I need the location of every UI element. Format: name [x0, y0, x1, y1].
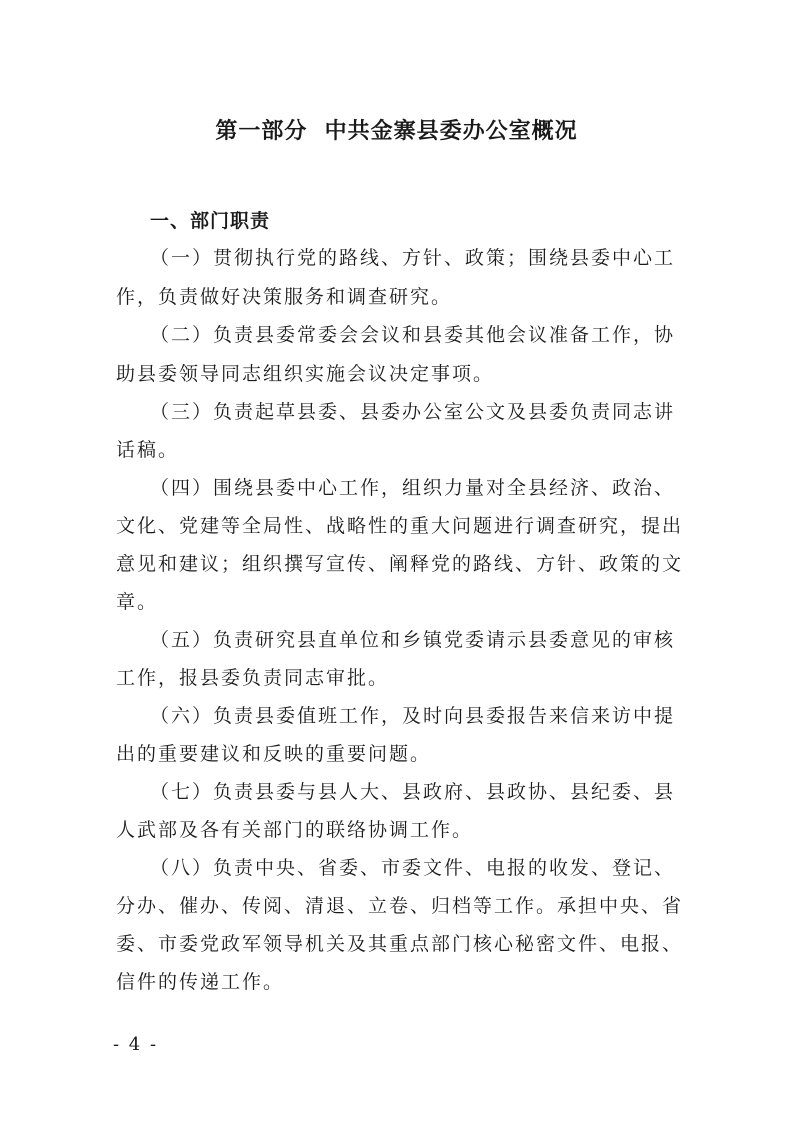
- paragraph-1-line-1: （一）贯彻执行党的路线、方针、政策；围绕县委中心工: [150, 247, 676, 269]
- paragraph-8-line-1: （八）负责中央、省委、市委文件、电报的收发、登记、: [150, 857, 676, 879]
- paragraph-5-line-2: 工作，报县委负责同志审批。: [116, 667, 390, 689]
- paragraph-6-line-1: （六）负责县委值班工作，及时向县委报告来信来访中提: [150, 705, 676, 727]
- paragraph-6-line-2: 出的重要建议和反映的重要问题。: [116, 743, 432, 765]
- paragraph-8-line-3: 委、市委党政军领导机关及其重点部门核心秘密文件、电报、: [116, 933, 684, 955]
- paragraph-4-line-1: （四）围绕县委中心工作，组织力量对全县经济、政治、: [150, 477, 676, 499]
- paragraph-2-line-2: 助县委领导同志组织实施会议决定事项。: [116, 363, 495, 385]
- paragraph-8-line-4: 信件的传递工作。: [116, 971, 285, 993]
- paragraph-3-line-2: 话稿。: [116, 439, 180, 461]
- paragraph-4-line-4: 章。: [116, 591, 159, 613]
- paragraph-7-line-1: （七）负责县委与县人大、县政府、县政协、县纪委、县: [150, 781, 676, 803]
- paragraph-4-line-2: 文化、党建等全局性、战略性的重大问题进行调查研究，提出: [116, 515, 684, 537]
- paragraph-5-line-1: （五）负责研究县直单位和乡镇党委请示县委意见的审核: [150, 629, 676, 651]
- paragraph-4-line-3: 意见和建议；组织撰写宣传、阐释党的路线、方针、政策的文: [116, 553, 684, 575]
- page-title: 第一部分 中共金寨县委办公室概况: [215, 119, 578, 144]
- paragraph-3-line-1: （三）负责起草县委、县委办公室公文及县委负责同志讲: [150, 401, 676, 423]
- page-number: - 4 -: [113, 1034, 159, 1055]
- paragraph-8-line-2: 分办、催办、传阅、清退、立卷、归档等工作。承担中央、省: [116, 895, 684, 917]
- paragraph-1-line-2: 作，负责做好决策服务和调查研究。: [116, 286, 453, 308]
- section-heading: 一、部门职责: [150, 210, 271, 232]
- paragraph-7-line-2: 人武部及各有关部门的联络协调工作。: [116, 819, 474, 841]
- paragraph-2-line-1: （二）负责县委常委会会议和县委其他会议准备工作，协: [150, 324, 676, 346]
